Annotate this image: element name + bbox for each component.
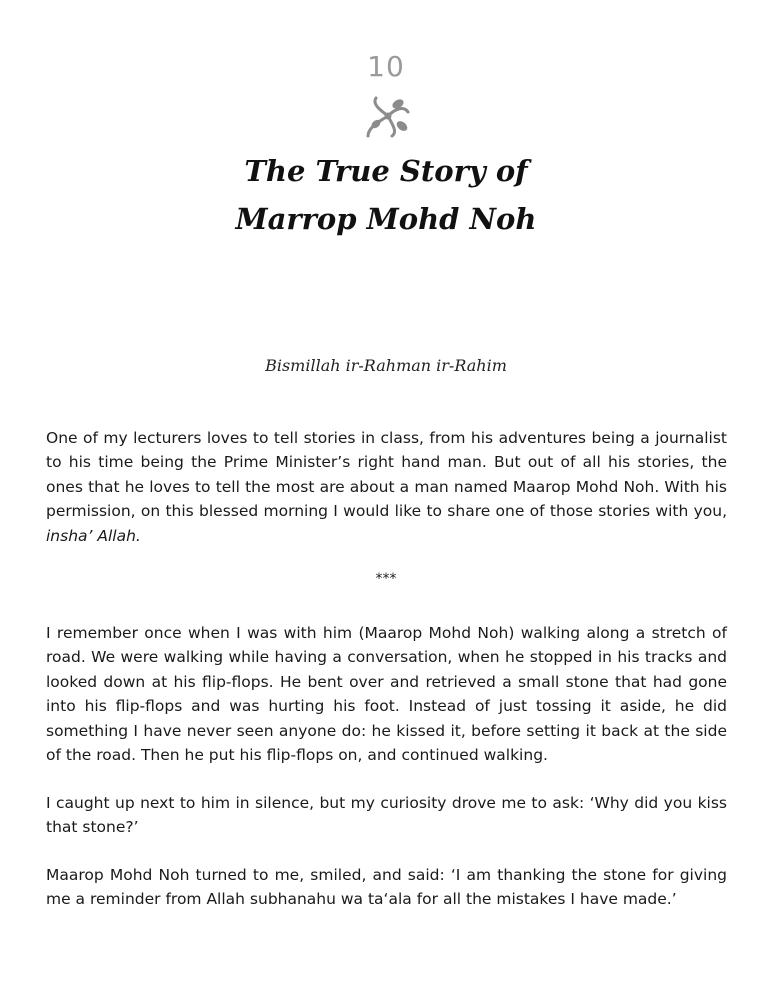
paragraph-1 [46,426,727,548]
paragraph-4: Maarop Mohd Noh turned to me, smiled, and said: ‘I am thanking the stone for giving me a reminder from Allah subhanahu wa ta‘ala for all the mistakes I have made.’ [46,866,727,909]
paragraph-1-emphasis: insha’ Allah. [46,526,141,545]
chapter-number: 10 [367,50,405,83]
chapter-title-line-1: The True Story of [244,154,528,188]
floral-swirl-ornament-icon [362,94,414,140]
paragraph-1-text: One of my lecturers loves to tell stories in class, from his adventures being a journalist to his time being the Prime Minister’s right hand man. But out of all his stories, the ones that he loves to tell the most are about a man named Maarop Mohd Noh. With his permission, on this blessed morning I would like to share one of those stories with you, [46,429,727,521]
paragraph-3: I caught up next to him in silence, but my curiosity drove me to ask: ‘Why did you kiss that stone?’ [46,794,727,837]
chapter-title-line-2: Marrop Mohd Noh [235,202,537,236]
paragraph-2: I remember once when I was with him (Maarop Mohd Noh) walking along a stretch of road. We were walking while having a conversation, when he stopped in his tracks and looked down at his flip-flops. He bent over and retrieved a small stone that had gone into his flip-flops and was hurting his foot. Instead of just tossing it aside, he did something I have never seen anyone do: he kissed it, before setting it back at the side of the road. Then he put his flip-flops on, and continued walking. [46,624,727,765]
invocation: Bismillah ir-Rahman ir-Rahim [265,356,507,375]
section-separator: *** [375,571,397,587]
